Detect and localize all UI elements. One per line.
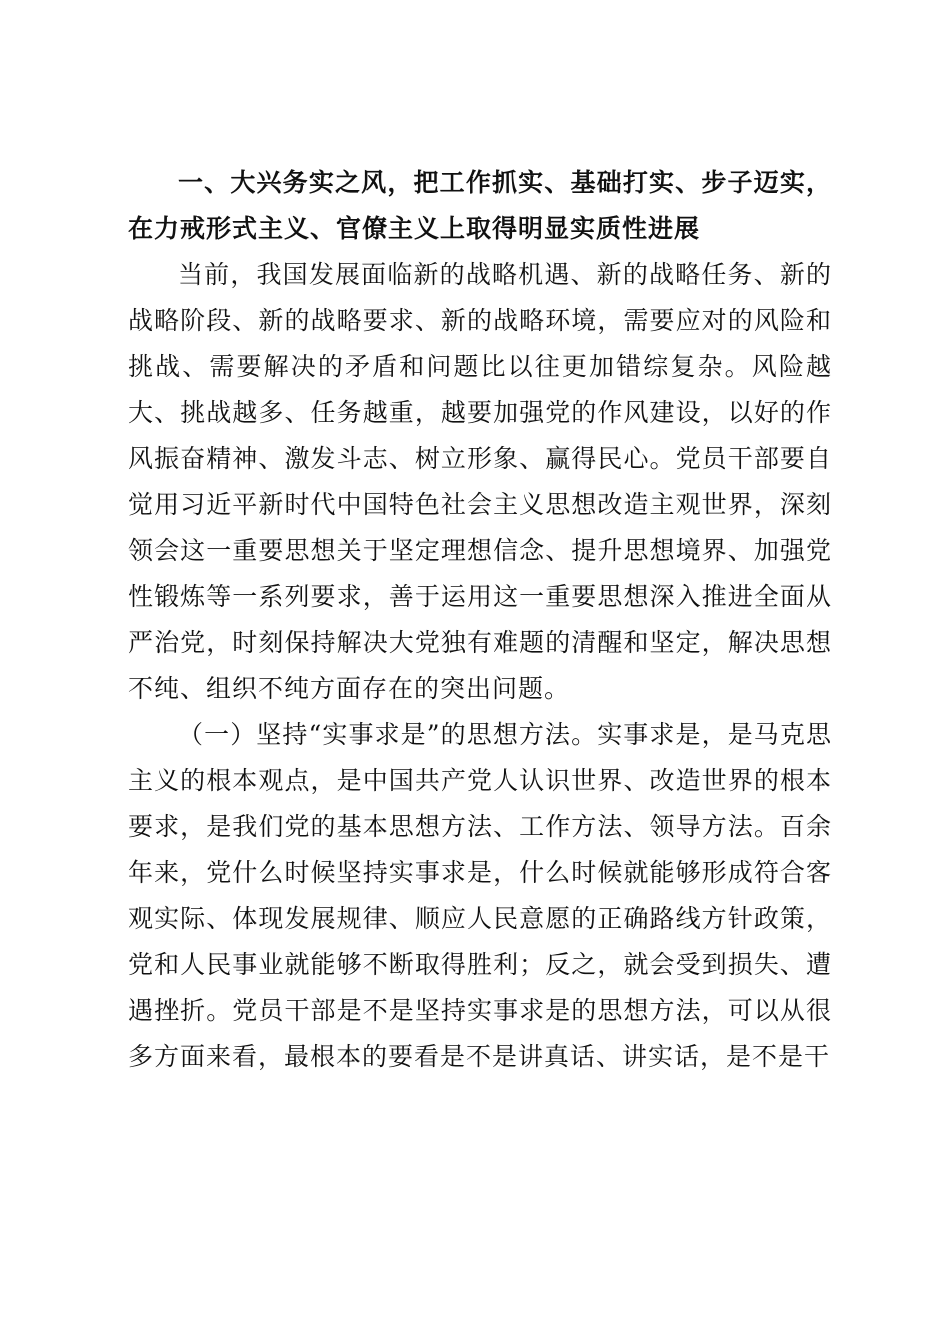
body-paragraph: （一）坚持“实事求是”的思想方法。实事求是，是马克思主义的根本观点，是中国共产党人认识世界、改造世界的根本要求，是我们党的基本思想方法、工作方法、领导方法。百余年来，党什么时候坚持实事求是，什么时候就能够形成符合客观实际、体现发展规律、顺应人民意愿的正确路线方针政策，党和人民事业就能够不断取得胜利；反之，就会受到损失、遭遇挫折。党员干部是不是坚持实事求是的思想方法，可以从很多方面来看，最根本的要看是不是讲真话、讲实话，是不是干 bbox=[128, 720, 832, 1071]
section-heading: 一、大兴务实之风，把工作抓实、基础打实、步子迈实，在力戒形式主义、官僚主义上取得明显实质性进展 bbox=[128, 168, 832, 243]
document-body bbox=[128, 160, 832, 1080]
body-paragraph: 当前，我国发展面临新的战略机遇、新的战略任务、新的战略阶段、新的战略要求、新的战略环境，需要应对的风险和挑战、需要解决的矛盾和问题比以往更加错综复杂。风险越大、挑战越多、任务越重，越要加强党的作风建设，以好的作风振奋精神、激发斗志、树立形象、赢得民心。党员干部要自觉用习近平新时代中国特色社会主义思想改造主观世界，深刻领会这一重要思想关于坚定理想信念、提升思想境界、加强党性锻炼等一系列要求，善于运用这一重要思想深入推进全面从严治党，时刻保持解决大党独有难题的清醒和坚定，解决思想不纯、组织不纯方面存在的突出问题。 bbox=[128, 260, 832, 703]
